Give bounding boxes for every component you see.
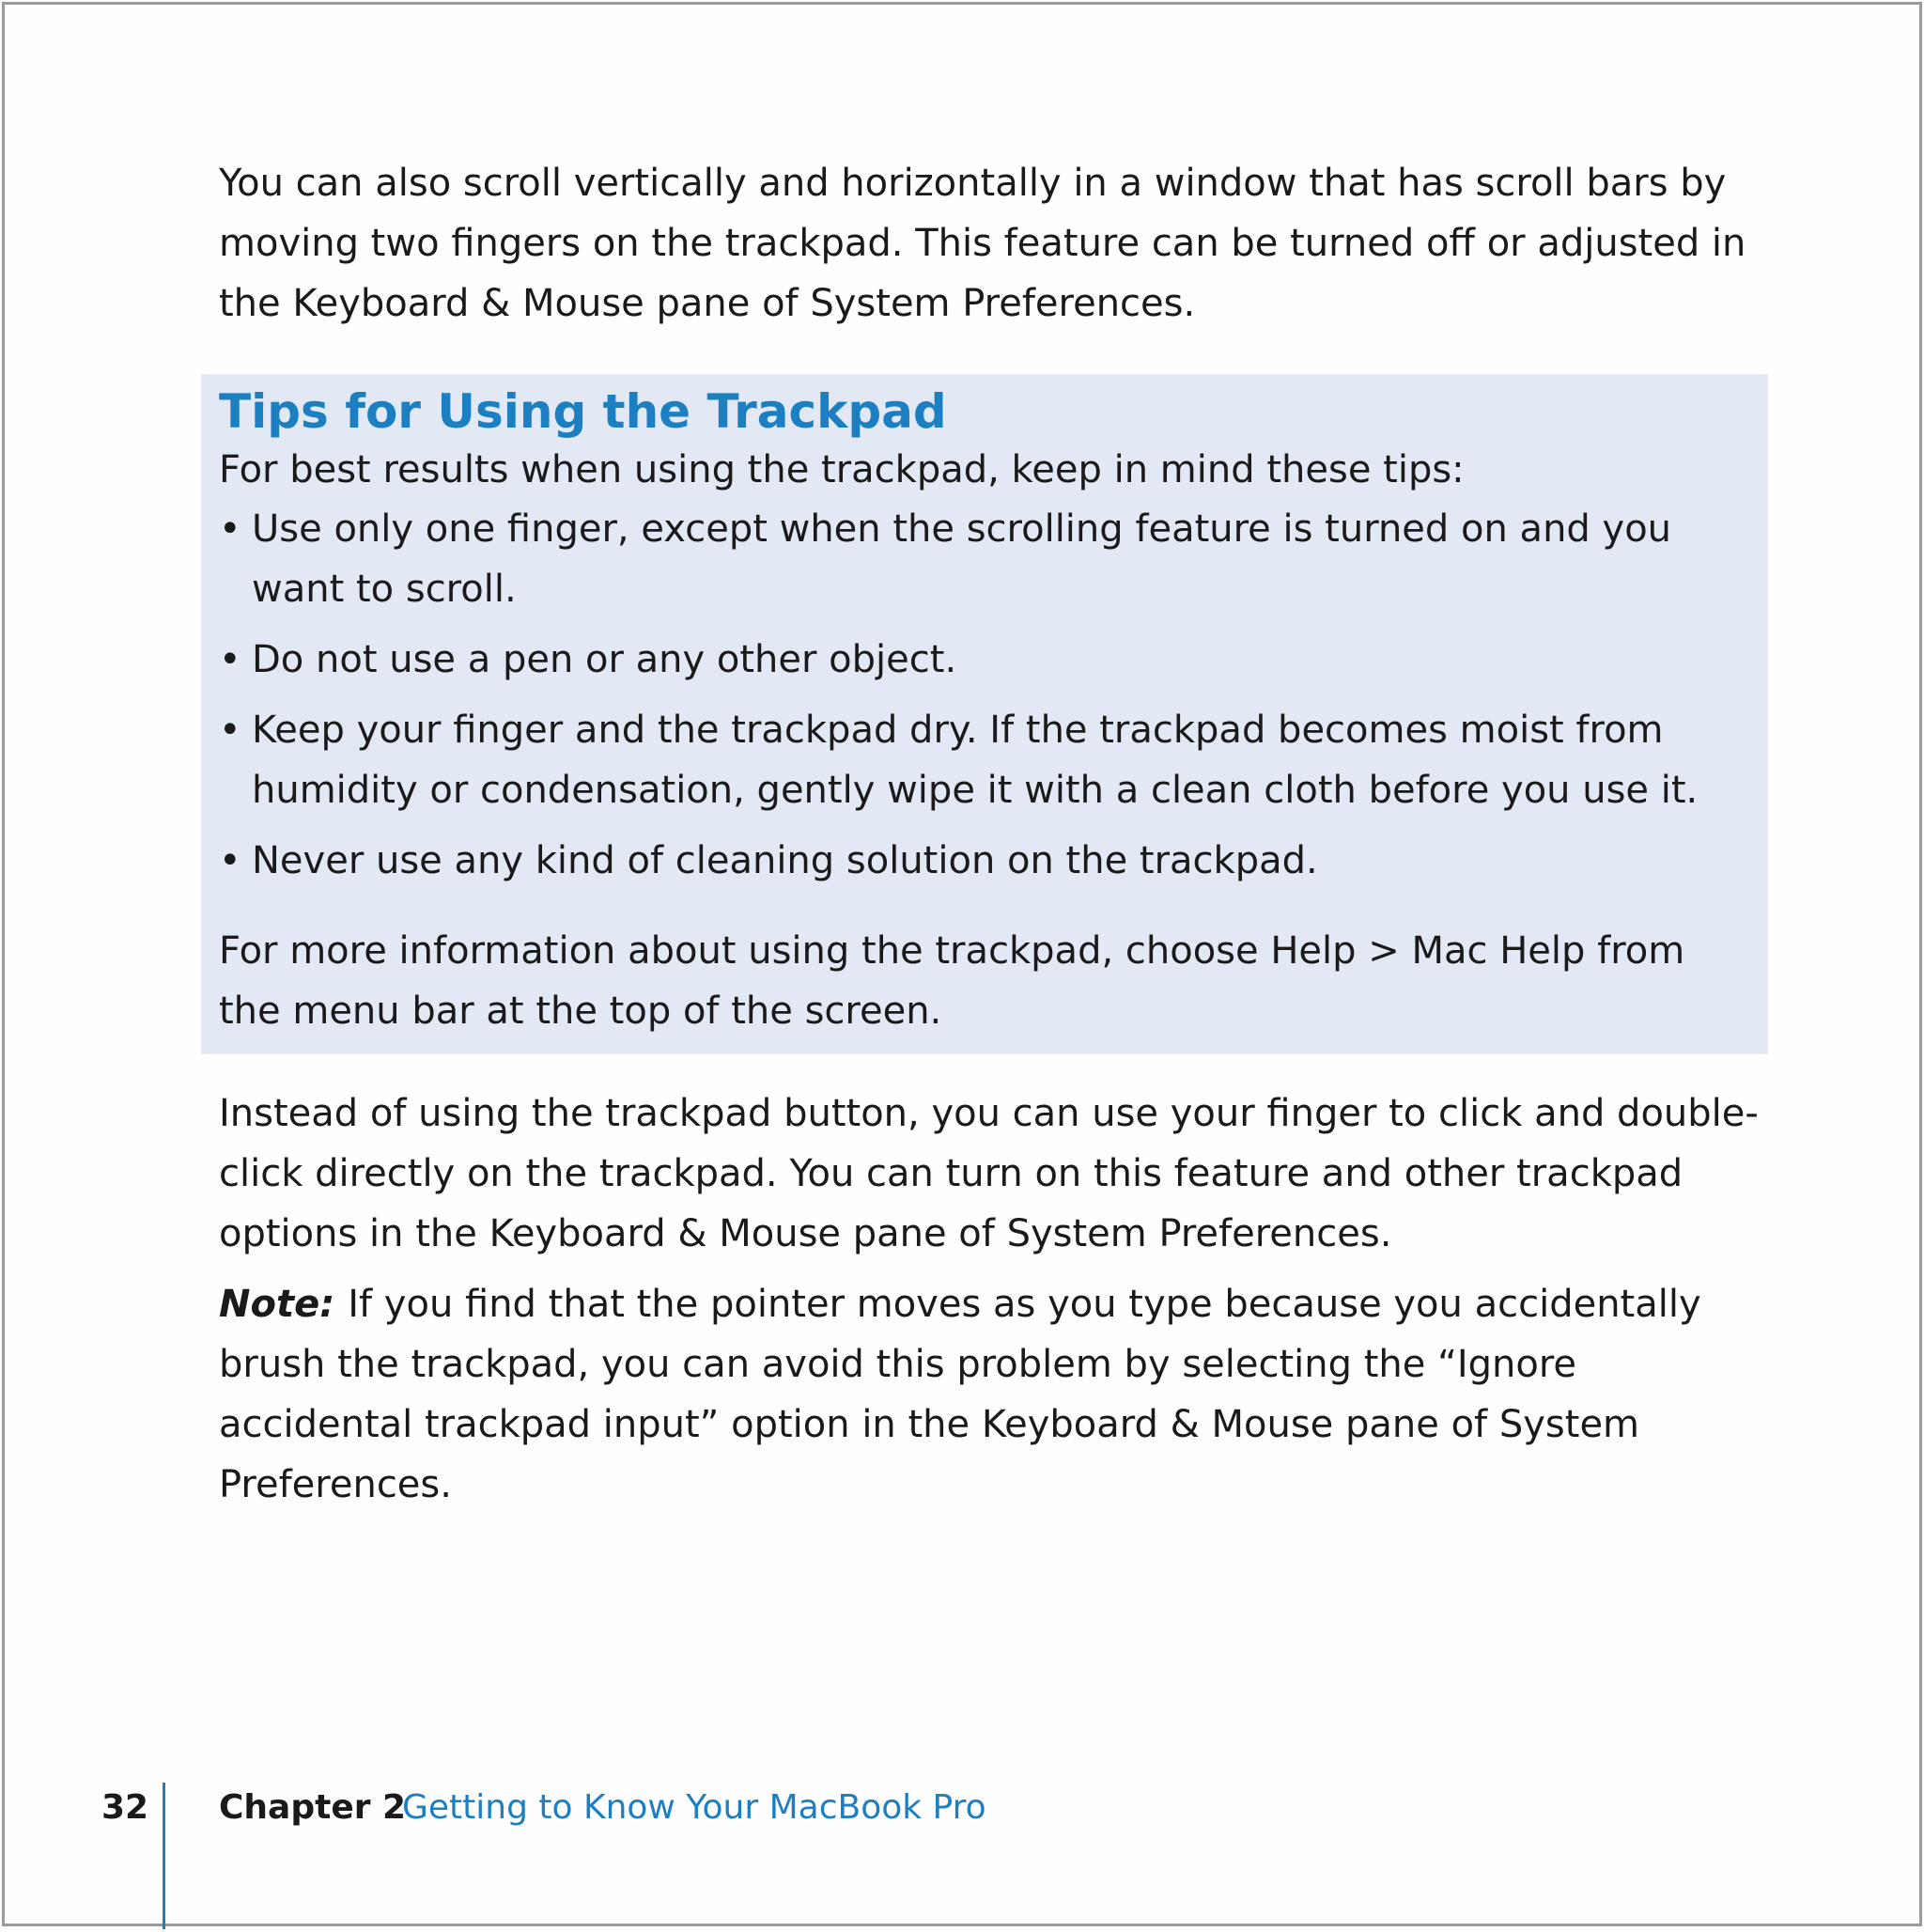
tips-sidebar-box [201, 374, 1768, 1054]
tips-list-item [219, 499, 1750, 619]
bullet-icon: • [219, 709, 241, 752]
tips-intro: For best results when using the trackpad, keep in mind these tips: [219, 448, 1465, 491]
tips-list [219, 499, 1750, 901]
tip-text: Use only one finger, except when the scrolling feature is turned on and you want to scroll. [252, 507, 1672, 611]
instead-paragraph: Instead of using the trackpad button, you can use your finger to click and double-click directly on the trackpad. You can turn on this feature and other trackpad options in the Keyboard & Mouse pane of System Preferences. [219, 1092, 1759, 1255]
chapter-label: Chapter 2 [219, 1788, 407, 1827]
tips-title: Tips for Using the Trackpad [219, 384, 947, 439]
note-paragraph [219, 1274, 1760, 1515]
page-number: 32 [101, 1788, 149, 1827]
bullet-icon: • [219, 638, 241, 681]
document-page [2, 2, 1922, 1926]
note-label: Note: [219, 1283, 335, 1326]
intro-paragraph: You can also scroll vertically and horizontally in a window that has scroll bars by moving two fingers on the trackpad. This feature can be turned off or adjusted in the Keyboard & Mouse pane of System Preferences. [219, 162, 1746, 325]
tip-text: Keep your finger and the trackpad dry. If the trackpad becomes moist from humidity or condensation, gently wipe it with a clean cloth before you use it. [252, 709, 1699, 812]
chapter-title: Getting to Know Your MacBook Pro [402, 1788, 986, 1827]
tips-list-item [219, 831, 1750, 891]
tips-more-info: For more information about using the trackpad, choose Help > Mac Help from the menu bar at the top of the screen. [219, 929, 1685, 1033]
tips-list-item [219, 700, 1750, 820]
footer-divider [163, 1783, 165, 1929]
tip-text: Do not use a pen or any other object. [252, 638, 957, 681]
bullet-icon: • [219, 839, 241, 882]
bullet-icon: • [219, 507, 241, 551]
tips-list-item [219, 630, 1750, 690]
note-text: If you find that the pointer moves as you type because you accidentally brush the trackpad, you can avoid this problem by selecting the “Ignore accidental trackpad input” option in the Keyboard & Mouse pane of System Preferences. [219, 1283, 1701, 1506]
tip-text: Never use any kind of cleaning solution on the trackpad. [252, 839, 1318, 882]
